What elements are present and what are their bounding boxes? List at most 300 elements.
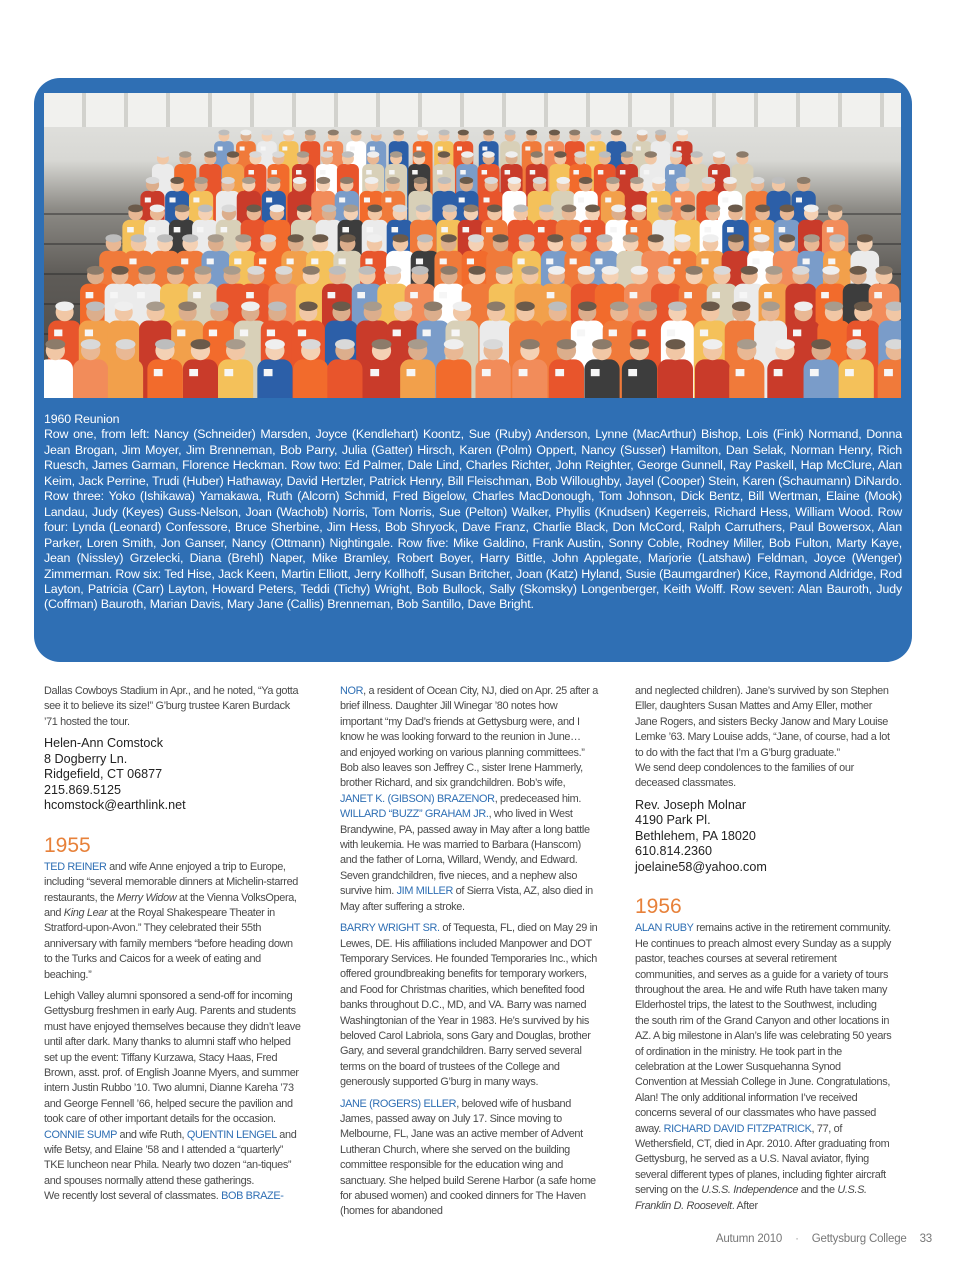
name-badge <box>620 170 626 175</box>
person-hair <box>557 339 577 349</box>
person-hair <box>138 266 155 275</box>
person-hair <box>111 266 128 275</box>
name-badge <box>810 369 819 376</box>
name-badge <box>209 330 217 337</box>
person-hair <box>223 266 240 275</box>
person-hair <box>366 234 382 242</box>
person-hair <box>416 205 431 213</box>
person-hair <box>822 266 839 275</box>
name-badge <box>722 198 728 203</box>
person-hair <box>677 130 688 136</box>
person-hair <box>630 177 644 184</box>
name-badge <box>440 259 447 265</box>
person-hair <box>417 130 428 136</box>
name-badge <box>437 170 443 175</box>
name-badge <box>483 198 489 203</box>
name-badge <box>54 330 62 337</box>
address-city: Bethlehem, PA 18020 <box>635 828 756 843</box>
name-badge <box>651 198 657 203</box>
person-hair <box>441 234 457 242</box>
name-badge <box>246 292 254 298</box>
name-badge <box>342 227 349 232</box>
person-hair <box>329 266 346 275</box>
person-hair <box>493 234 509 242</box>
name-badge <box>460 170 466 175</box>
name-badge <box>218 147 223 151</box>
person-hair <box>761 301 780 311</box>
classmate-name: BOB BRAZE- <box>221 1190 284 1203</box>
person-hair <box>755 205 770 213</box>
person-hair <box>268 301 287 311</box>
name-badge <box>637 330 645 337</box>
name-badge <box>754 227 761 232</box>
name-badge <box>546 259 553 265</box>
person-hair <box>483 130 494 136</box>
name-badge <box>298 330 306 337</box>
address-street: 4190 Park Pl. <box>635 813 711 828</box>
person-hair <box>468 266 485 275</box>
name-badge <box>684 292 692 298</box>
person-hair <box>713 151 725 157</box>
person-hair <box>670 151 682 157</box>
person-hair <box>260 234 276 242</box>
name-badge <box>827 227 834 232</box>
person-hair <box>204 151 216 157</box>
person-hair <box>630 339 650 349</box>
name-badge <box>287 259 294 265</box>
person-hair <box>408 339 428 349</box>
person-hair <box>703 339 723 349</box>
name-badge <box>438 147 443 151</box>
name-badge <box>636 147 641 151</box>
person-hair <box>235 234 251 242</box>
person-body <box>584 359 619 398</box>
person-hair <box>424 301 443 311</box>
person-hair <box>779 234 795 242</box>
name-badge <box>486 227 493 232</box>
person-hair <box>811 339 831 349</box>
name-badge <box>149 227 156 232</box>
name-badge <box>224 369 233 376</box>
person-hair <box>146 177 160 184</box>
name-badge <box>423 330 431 337</box>
person-hair <box>371 130 382 136</box>
address-name: Helen-Ann Comstock <box>44 736 163 751</box>
paragraph: Lehigh Valley alumni sponsored a send-off for incoming Gettysburg freshmen in early Aug. Parents and students must have enjoyed themselves because they didn’t leave until after dark. Many thanks to alumni staff who helped set up the event: Tiffany Kurzawa, Stacy Haas, Fred Brown, asst. prof. of English Joanne Myers, and summer intern Justin Rubbo ’10. Two alumni, Dianne Kareha ’73 and George Fennell ’66, helped secure the pavilion and took care of other important details for the occasion. <box>44 989 301 1126</box>
name-badge <box>328 292 336 298</box>
name-badge <box>609 330 617 337</box>
person-hair <box>521 266 538 275</box>
name-badge <box>828 259 835 265</box>
name-badge <box>669 170 675 175</box>
name-badge <box>154 369 163 376</box>
person-hair <box>461 151 473 157</box>
name-badge <box>261 147 266 151</box>
person-hair <box>828 205 843 213</box>
person-hair <box>804 234 820 242</box>
person-hair <box>548 266 565 275</box>
classmate-name: TED REINER <box>44 860 107 873</box>
person-hair <box>328 130 339 136</box>
person-hair <box>288 234 304 242</box>
person-hair <box>487 205 502 213</box>
person-hair <box>702 177 716 184</box>
person-hair <box>340 234 356 242</box>
name-badge <box>821 292 829 298</box>
name-badge <box>234 259 241 265</box>
page-footer <box>706 1233 932 1245</box>
person-hair <box>321 151 333 157</box>
name-badge <box>267 330 275 337</box>
person-hair <box>639 301 658 311</box>
address-phone: 215.869.5125 <box>44 782 122 797</box>
name-badge <box>221 227 228 232</box>
person-hair <box>713 266 730 275</box>
person-hair <box>495 266 512 275</box>
person-hair <box>531 151 543 157</box>
person-hair <box>549 130 560 136</box>
person-hair <box>658 205 673 213</box>
name-badge <box>644 170 650 175</box>
person-hair <box>390 151 402 157</box>
person-hair <box>392 234 408 242</box>
person-body <box>293 359 328 398</box>
name-badge <box>482 147 487 151</box>
class-year-heading: 1956 <box>635 895 682 919</box>
caption-text: Row one, from left: Nancy (Schneider) Marsden, Joyce (Kendlehart) Koontz, Sue (Ruby) Anderson, Lynne (MacArthur) Bishop, Lois (Fink) Normand, Donna Jean Brogan, Jim Moyer, Jim Brenneman, Bob Parry, Julia (Gatter) Hirsch, Karen (Polm) Oppert, Nancy (Susser) Hamilton, Dan Selak, Norman Henry, Rich Ruesch, James Garman, Florence Heckman. Row two: Ed Palmer, Dale Lind, Charles Richter, John Reighter, George Gunnell, Ray Paskell, Hap McClure, Alan Keim, Jack Perrine, Trudi (Huber) Hathaway, David Hertzler, Patrick Henry, Bill Fleischman, Bob Willoughby, Jayel (Cooper) Stein, Karen (Schaumann) DiNardo. Row three: Yoko (Ishikawa) Yamakawa, Ruth (Alcorn) Schmid, Fred Bigelow, Charles MacDonough, Tom Johnson, Dick Bentz, Bill Wertman, Elaine (Mook) Landau, Judy (Keyes) Guss-Nelson, Joan (Wachob) Norris, Tom Norris, Sue (Pelton) Walker, Phyllis (Knudsen) Kegerreis, Richard Hess, William Wood. Row four: Lynda (Leonard) Confessore, Bruce Sherbine, Jim Hess, Bob Shryock, Dave Franz, Charlie Black, Don McCord, Ralph Carruthers, Paul Bowersox, Alan Parker, Loren Smith, Jon Ganser, Nancy (Ottmann) Nightingale. Row five: Mike Galdino, Frank Austin, Sonny Coble, Rodney Miller, Bob Fulton, Marty Kaye, Jean (Nissley) Grzelecki, Diana (Brehl) Naper, Mike Bramley, Robert Boyer, Harry Bittle, John Applegate, Marjorie (Latshaw) Feldman, Joyce (Wenger) Zimmerman. Row six: Ted Hise, Jack Keen, Martin Elliott, Jerry Kollhoff, Susan Britcher, Joan (Katz) Hyland, Susie (Baumgardner) Kice, Raymond Aldridge, Rod Layton, Patricia (Carr) Layton, Howard Peters, Teddi (Tichy) Wright, Bob Bullock, Sally (Skomsky) Longenberger, Keith Wolff. Row seven: Alan Bauroth, Judy (Coffman) Bauroth, Marian Davis, Mary Jane (Callis) Brenneman, Bob Santillo, Dave Bright. <box>44 427 902 612</box>
person-hair <box>772 177 786 184</box>
address-email[interactable]: joelaine58@yahoo.com <box>635 859 767 874</box>
name-badge <box>631 227 638 232</box>
name-badge <box>577 330 585 337</box>
name-badge <box>137 292 145 298</box>
person-hair <box>690 151 702 157</box>
name-badge <box>676 147 681 151</box>
person-hair <box>301 339 321 349</box>
person-hair <box>590 130 601 136</box>
person-hair <box>114 301 133 311</box>
name-badge <box>736 369 745 376</box>
person-hair <box>384 266 401 275</box>
person-hair <box>210 301 229 311</box>
person-hair <box>655 130 666 136</box>
person-hair <box>596 234 612 242</box>
person-hair <box>526 130 537 136</box>
name-badge <box>207 259 214 265</box>
paragraph: We recently lost several of classmates. BOB BRAZE- <box>44 1190 284 1203</box>
name-badge <box>350 147 355 151</box>
person-hair <box>302 266 319 275</box>
person-hair <box>849 266 866 275</box>
person-body <box>327 359 362 398</box>
name-badge <box>764 292 772 298</box>
caption-title: 1960 Reunion <box>44 412 120 426</box>
person-hair <box>578 301 597 311</box>
issue-label: Autumn 2010 <box>715 1233 783 1245</box>
person-hair <box>592 339 612 349</box>
person-hair <box>484 177 498 184</box>
name-badge <box>169 198 175 203</box>
person-hair <box>676 177 690 184</box>
page-number: 33 <box>919 1233 932 1245</box>
person-hair <box>241 301 260 311</box>
classmate-name: JANE (ROGERS) ELLER <box>340 1097 457 1110</box>
person-body <box>512 359 547 398</box>
person-hair <box>261 130 272 136</box>
class-correspondent-address <box>635 798 893 876</box>
person-hair <box>343 205 358 213</box>
name-badge <box>467 259 474 265</box>
name-badge <box>240 147 245 151</box>
address-email[interactable]: hcomstock@earthlink.net <box>44 798 186 813</box>
name-badge <box>441 227 448 232</box>
person-hair <box>155 339 175 349</box>
person-hair <box>342 151 354 157</box>
person-hair <box>513 205 528 213</box>
person-hair <box>685 266 702 275</box>
name-badge <box>482 369 491 376</box>
person-hair <box>208 234 224 242</box>
person-hair <box>227 151 239 157</box>
person-hair <box>705 205 720 213</box>
person-body <box>804 359 839 398</box>
person-hair <box>130 234 146 242</box>
person-hair <box>556 177 570 184</box>
person-body <box>218 359 253 398</box>
name-badge <box>712 292 720 298</box>
person-hair <box>723 177 737 184</box>
name-badge <box>570 259 577 265</box>
person-hair <box>45 339 65 349</box>
person-hair <box>191 339 211 349</box>
name-badge <box>712 170 718 175</box>
person-hair <box>505 130 516 136</box>
person-body <box>878 359 901 398</box>
person-hair <box>574 151 586 157</box>
person-hair <box>128 205 143 213</box>
name-badge <box>271 170 277 175</box>
person-hair <box>737 339 757 349</box>
person-hair <box>275 266 292 275</box>
person-hair <box>363 301 382 311</box>
person-hair <box>438 151 450 157</box>
classmate-name: CONNIE SUMP <box>44 1128 117 1141</box>
paragraph: We send deep condolences to the families of our deceased classmates. <box>635 762 854 790</box>
name-badge <box>145 198 151 203</box>
person-hair <box>599 151 611 157</box>
paragraph: CONNIE SUMP and wife Ruth, QUENTIN LENGEL and wife Betsy, and Elaine ’58 and I attended a “quarterly” TKE luncheon near Phila. Nearly two dozen “an-tiques” and spouses normally attend these gatherings. <box>44 1128 297 1187</box>
reunion-photo <box>44 93 901 398</box>
person-hair <box>753 234 769 242</box>
address-name: Rev. Joseph Molnar <box>635 797 747 812</box>
person-hair <box>794 301 813 311</box>
person-hair <box>297 151 309 157</box>
name-badge <box>367 227 374 232</box>
person-hair <box>438 177 452 184</box>
name-badge <box>370 147 375 151</box>
name-badge <box>610 227 617 232</box>
person-hair <box>182 234 198 242</box>
person-hair <box>322 205 337 213</box>
person-hair <box>442 205 457 213</box>
name-badge <box>628 369 637 376</box>
name-badge <box>573 170 579 175</box>
person-hair <box>283 130 294 136</box>
name-badge <box>385 198 391 203</box>
person-hair <box>569 130 580 136</box>
paragraph: ALAN RUBY remains active in the retirement community. He continues to preach almost every Sunday as a supply pastor, teaches courses at several retirement communities, and serves as a guide for a variety of tours throughout the area. He and wife Ruth have taken many Elderhostel trips, the latest to the Southwest, including the south rim of the Grand Canyon and other locations in AZ. A big milestone in Alan’s life was celebrating 50 years of ordination in the ministry. He took part in the celebration at the Lower Susquehanna Synod Convention at Messiah College in June. Congratulations, Alan! The only additional information I’ve received concerns several of our classmates who have passed away. RICHARD DAVID FITZPATRICK, 77, of Wethersfield, CT, died in Apr. 2010. After graduating from Gettysburg, he served as a U.S. Naval aviator, flying several different types of planes, including fighter aircraft serving on the U.S.S. Independence and the U.S.S. Franklin D. Roosevelt. After <box>635 922 892 1212</box>
name-badge <box>193 292 201 298</box>
name-badge <box>110 292 118 298</box>
person-hair <box>680 205 695 213</box>
class-correspondent-address <box>44 736 302 814</box>
person-hair <box>736 151 748 157</box>
person-hair <box>116 339 136 349</box>
person-hair <box>460 177 474 184</box>
paragraph: TED REINER and wife Anne enjoyed a trip to Europe, including “several memorable dinners at Michelin-starred restaurants, the Merry Widow at the Vienna VolksOpera, and King Lear at the Royal Shakespeare Theater in Stratford-upon-Avon.” They celebrated their 55th anniversary with family members “before heading down to the Turks and Caicos for a week of eating and beaching.” <box>44 860 298 981</box>
name-badge <box>264 369 273 376</box>
name-badge <box>462 227 469 232</box>
name-badge <box>701 259 708 265</box>
person-hair <box>372 339 392 349</box>
name-badge <box>591 369 600 376</box>
classmate-name: JANET K. (GIBSON) BRAZENOR <box>340 792 495 805</box>
person-hair <box>487 301 506 311</box>
person-hair <box>483 339 503 349</box>
person-hair <box>317 177 331 184</box>
person-body <box>400 359 435 398</box>
person-hair <box>146 301 165 311</box>
person-hair <box>775 339 795 349</box>
person-hair <box>440 266 457 275</box>
person-hair <box>623 234 639 242</box>
name-badge <box>519 369 528 376</box>
name-badge <box>407 369 416 376</box>
person-hair <box>632 205 647 213</box>
person-hair <box>367 205 382 213</box>
person-hair <box>351 130 362 136</box>
person-hair <box>797 177 811 184</box>
person-hair <box>610 301 629 311</box>
name-badge <box>391 227 398 232</box>
person-hair <box>194 266 211 275</box>
person-hair <box>55 301 74 311</box>
person-hair <box>741 266 758 275</box>
person-hair <box>519 234 535 242</box>
person-hair <box>179 151 191 157</box>
name-badge <box>884 369 893 376</box>
person-hair <box>299 301 318 311</box>
person-hair <box>825 301 844 311</box>
person-hair <box>222 205 237 213</box>
name-badge <box>282 147 287 151</box>
person-hair <box>226 339 246 349</box>
person-hair <box>246 205 261 213</box>
name-badge <box>296 170 302 175</box>
person-hair <box>358 266 375 275</box>
person-hair <box>167 266 184 275</box>
name-badge <box>266 198 272 203</box>
name-badge <box>365 259 372 265</box>
person-body <box>108 359 143 398</box>
person-hair <box>178 301 197 311</box>
paragraph: JANE (ROGERS) ELLER, beloved wife of husband James, passed away on July 17. Since moving to Melbourne, FL, Jane was an active member of Advent Lutheran Church, where she served on the building committee responsible for the education wing and sanctuary. She helped build Serene Harbor (a safe home for abused women) and cooked dinners for The Haven (homes for abandoned <box>340 1097 596 1218</box>
name-badge <box>674 259 681 265</box>
column-3 <box>635 684 893 1220</box>
person-body <box>257 359 292 398</box>
person-hair <box>658 266 675 275</box>
name-badge <box>752 259 759 265</box>
address-street: 8 Dogberry Ln. <box>44 751 128 766</box>
name-badge <box>530 170 536 175</box>
person-hair <box>702 234 718 242</box>
person-hair <box>332 301 351 311</box>
person-hair <box>413 151 425 157</box>
person-hair <box>105 234 121 242</box>
name-badge <box>416 147 421 151</box>
person-hair <box>728 205 743 213</box>
person-hair <box>157 234 173 242</box>
name-badge <box>845 369 854 376</box>
person-hair <box>87 266 104 275</box>
name-badge <box>584 227 591 232</box>
name-badge <box>547 292 555 298</box>
person-hair <box>411 266 428 275</box>
person-hair <box>857 234 873 242</box>
person-hair <box>265 339 285 349</box>
name-badge <box>357 292 365 298</box>
address-city: Ridgefield, CT 06877 <box>44 767 163 782</box>
name-badge <box>704 227 711 232</box>
name-badge <box>598 170 604 175</box>
person-hair <box>444 339 464 349</box>
name-badge <box>439 292 447 298</box>
name-badge <box>518 259 525 265</box>
name-badge <box>339 259 346 265</box>
footer-separator: · <box>795 1233 799 1245</box>
name-badge <box>311 259 318 265</box>
person-hair <box>394 301 413 311</box>
classmate-name: ALAN RUBY <box>635 922 694 935</box>
column-1 <box>44 684 302 1211</box>
person-hair <box>198 205 213 213</box>
person-hair <box>270 205 285 213</box>
name-badge <box>459 198 465 203</box>
person-hair <box>516 301 535 311</box>
person-hair <box>453 301 472 311</box>
name-badge <box>667 330 675 337</box>
person-hair <box>585 205 600 213</box>
classmate-name: BARRY WRIGHT SR. <box>340 922 440 935</box>
person-hair <box>539 205 554 213</box>
name-badge <box>129 259 136 265</box>
name-badge <box>320 170 326 175</box>
person-body <box>658 359 693 398</box>
name-badge <box>364 198 370 203</box>
classmate-name: JIM MILLER <box>396 885 453 898</box>
name-badge <box>793 330 801 337</box>
person-body <box>729 359 764 398</box>
person-hair <box>606 177 620 184</box>
name-badge <box>181 259 188 265</box>
person-body <box>73 359 108 398</box>
name-badge <box>393 330 401 337</box>
person-hair <box>792 266 809 275</box>
name-badge <box>727 227 734 232</box>
name-badge <box>739 292 747 298</box>
person-hair <box>175 205 190 213</box>
person-body <box>476 359 511 398</box>
